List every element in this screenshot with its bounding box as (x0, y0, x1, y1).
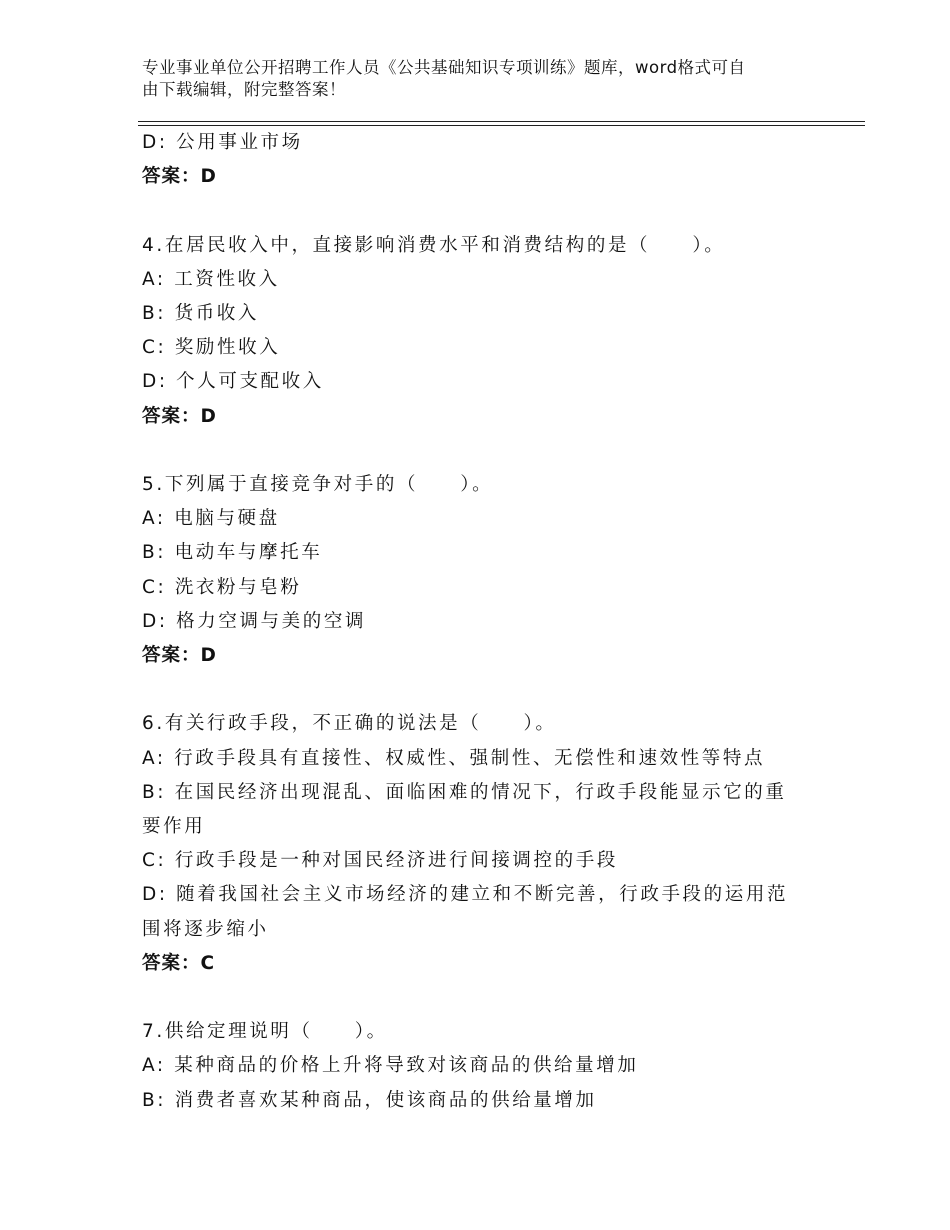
header-line-1: 专业事业单位公开招聘工作人员《公共基础知识专项训练》题库，word格式可自 (142, 58, 746, 77)
option-b-line-1: B: 在国民经济出现混乱、面临困难的情况下，行政手段能显示它的重 (142, 781, 787, 803)
spacer (142, 434, 822, 468)
option-c: C: 行政手段是一种对国民经济进行间接调控的手段 (142, 850, 618, 872)
question-5 (142, 468, 822, 673)
header-rule-top (138, 121, 865, 122)
answer: 答案：D (142, 405, 217, 427)
option-a: A: 工资性收入 (142, 268, 280, 290)
question-stem: 6.有关行政手段，不正确的说法是（ ）。 (142, 713, 557, 735)
option-a: A: 行政手段具有直接性、权威性、强制性、无偿性和速效性等特点 (142, 747, 766, 769)
option-d-line-1: D: 随着我国社会主义市场经济的建立和不断完善，行政手段的运用范 (142, 884, 789, 906)
prev-option-d: D: 公用事业市场 (142, 132, 303, 153)
spacer (142, 194, 822, 228)
answer: 答案：D (142, 645, 217, 667)
answer: 答案：C (142, 952, 216, 974)
option-c: C: 洗衣粉与皂粉 (142, 576, 302, 598)
question-stem: 7.供给定理说明（ ）。 (142, 1021, 388, 1043)
option-c: C: 奖励性收入 (142, 337, 281, 359)
option-b: B: 消费者喜欢某种商品，使该商品的供给量增加 (142, 1089, 597, 1111)
question-stem: 4.在居民收入中，直接影响消费水平和消费结构的是（ ）。 (142, 234, 726, 256)
option-b: B: 电动车与摩托车 (142, 542, 323, 564)
option-a: A: 某种商品的价格上升将导致对该商品的供给量增加 (142, 1055, 639, 1077)
question-4 (142, 229, 822, 434)
option-d: D: 个人可支配收入 (142, 371, 324, 393)
option-b-line-2: 要作用 (142, 816, 206, 838)
spacer (142, 981, 822, 1015)
question-stem: 5.下列属于直接竞争对手的（ ）。 (142, 474, 494, 495)
option-d: D: 格力空调与美的空调 (142, 610, 367, 632)
header-line-2: 由下载编辑，附完整答案！ (142, 80, 346, 99)
question-7 (142, 1015, 822, 1118)
question-6 (142, 707, 822, 981)
option-b: B: 货币收入 (142, 303, 260, 324)
document-header (142, 57, 822, 101)
question-list (142, 126, 822, 1118)
spacer (142, 673, 822, 707)
option-d-line-2: 围将逐步缩小 (142, 918, 269, 940)
option-a: A: 电脑与硬盘 (142, 508, 280, 530)
prev-answer: 答案：D (142, 166, 217, 188)
